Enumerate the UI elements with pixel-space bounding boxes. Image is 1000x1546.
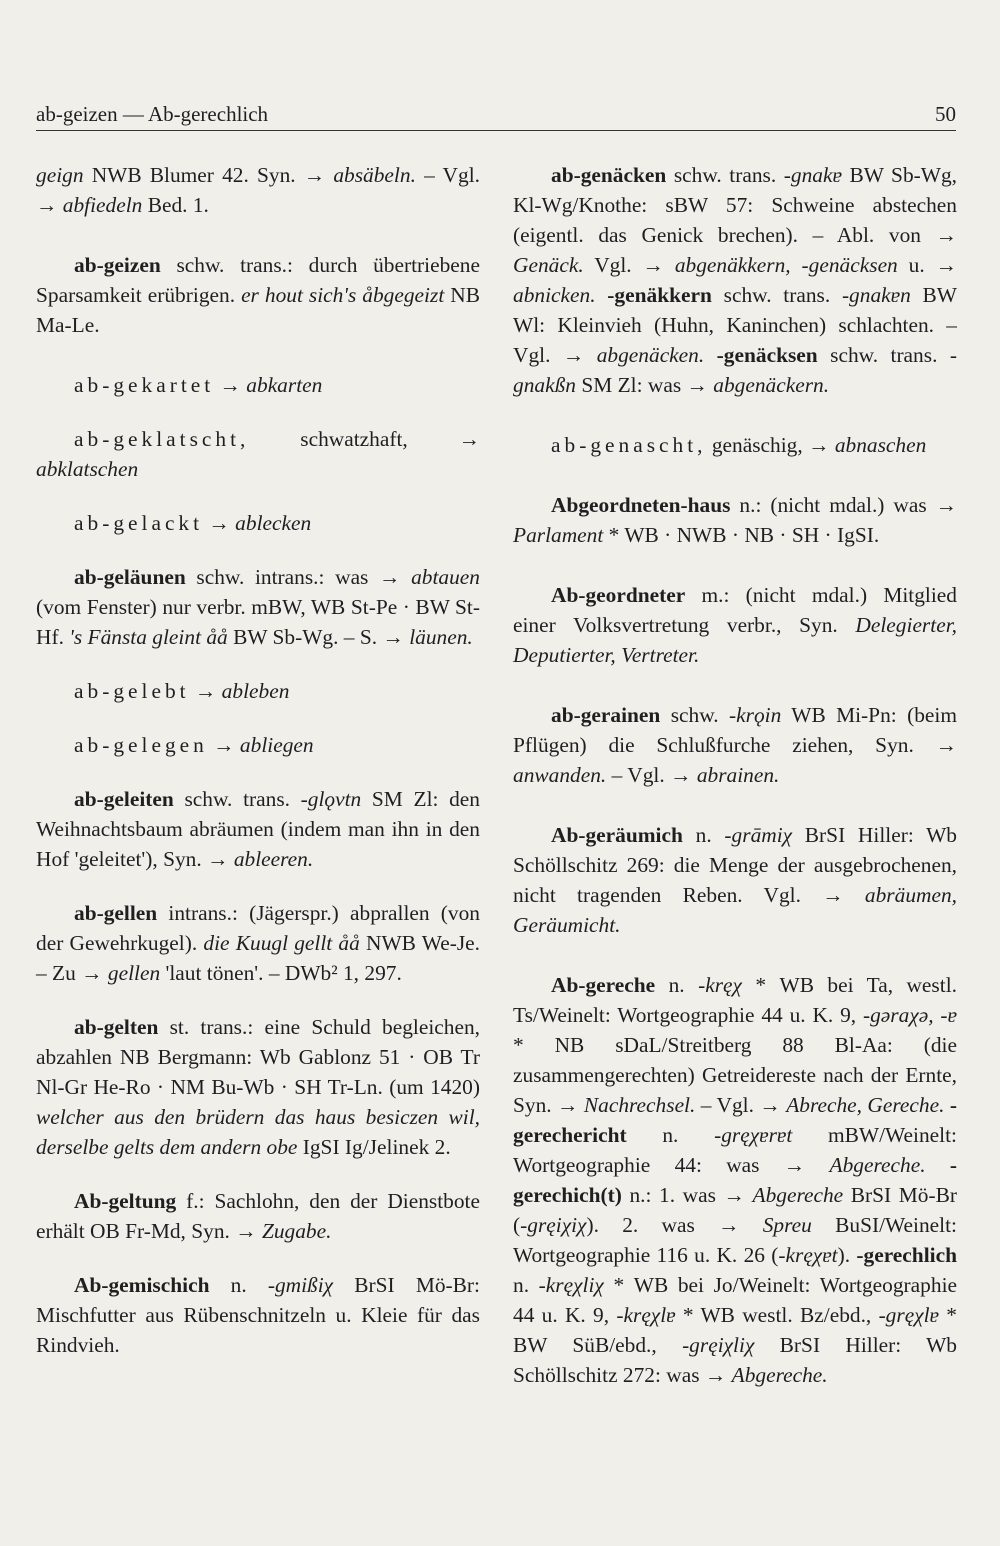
italic-text: -krǫin bbox=[729, 703, 782, 727]
text-run: BW Sb-Wg. – S. → bbox=[227, 625, 410, 649]
italic-text: ableeren. bbox=[233, 847, 314, 871]
italic-text: abrainen. bbox=[696, 763, 780, 787]
italic-text: abgenäcken. bbox=[596, 343, 705, 367]
italic-text: abnicken. bbox=[513, 283, 596, 307]
text-run: BrSI Mö-Br: Mischfutter aus Rübenschnitzeln u. Kleie für das Rindvieh. bbox=[36, 1273, 480, 1357]
italic-text: Abgereche. bbox=[731, 1363, 828, 1387]
text-run: schw. bbox=[660, 703, 729, 727]
text-run: (vom Fenster) nur verbr. mBW, WB St-Pe · BW St-Hf. bbox=[36, 595, 480, 649]
headword: ab-genäcken bbox=[551, 163, 667, 187]
spaced-headword: ab-gelebt bbox=[74, 679, 190, 703]
text-run: u. → bbox=[897, 253, 958, 277]
headword: Ab-geräumich bbox=[551, 823, 683, 847]
right-column bbox=[513, 160, 957, 1420]
text-run: – Vgl. → bbox=[606, 763, 697, 787]
entry-ab-gemischich bbox=[36, 1270, 480, 1360]
entry-ab-genaecken bbox=[513, 160, 957, 400]
headword: Ab-geordneter bbox=[551, 583, 686, 607]
italic-text: abräumen, Geräumicht. bbox=[513, 883, 957, 937]
text-run: Bed. 1. bbox=[142, 193, 209, 217]
text-run: ). 2. was → bbox=[586, 1213, 763, 1237]
italic-text: abfiedeln bbox=[62, 193, 143, 217]
text-run: BW Sb-Wg, Kl-Wg/Knothe: sBW 57: Schweine abstechen (eigentl. das Genick brechen). – Abl. von → bbox=[513, 163, 958, 247]
page-number: 50 bbox=[935, 102, 956, 126]
italic-text: gellen bbox=[107, 961, 161, 985]
spaced-headword: ab-gelackt bbox=[74, 511, 204, 535]
italic-text: absäbeln. bbox=[333, 163, 416, 187]
spaced-headword: ab-gekartet bbox=[74, 373, 215, 397]
running-head: ab-geizen — Ab-gerechlich bbox=[36, 102, 269, 126]
italic-text: er hout sich's åbgegeizt bbox=[241, 283, 445, 307]
entry-ab-gelten bbox=[36, 1012, 480, 1162]
entry-ab-gellen bbox=[36, 898, 480, 988]
entry-ab-gelebt bbox=[36, 676, 480, 706]
left-column bbox=[36, 160, 480, 1384]
italic-text: abliegen bbox=[239, 733, 314, 757]
entry-ab-gereche bbox=[513, 970, 957, 1390]
text-run bbox=[926, 1153, 950, 1177]
text-run: → bbox=[214, 373, 247, 397]
text-run: NB Ma-Le. bbox=[36, 283, 480, 337]
text-run: IgSI Ig/Jelinek 2. bbox=[297, 1135, 451, 1159]
headword: Ab-gereche bbox=[551, 973, 656, 997]
headword: -gerechericht bbox=[513, 1093, 957, 1147]
headword: -genäcksen bbox=[716, 343, 818, 367]
entry-ab-gelegen bbox=[36, 730, 480, 760]
entry-ab-geizen bbox=[36, 250, 480, 340]
italic-text: welcher aus den brüdern das haus besiczen wil, derselbe gelts dem andern obe bbox=[36, 1105, 480, 1159]
text-run bbox=[596, 283, 608, 307]
italic-text: -grāmiχ bbox=[724, 823, 793, 847]
italic-text: ableben bbox=[221, 679, 290, 703]
italic-text: läunen. bbox=[409, 625, 473, 649]
text-run: * WB · NWB · NB · SH · IgSI. bbox=[603, 523, 880, 547]
text-run: * WB bei Jo/Weinelt: Wortgeographie 44 u. K. 9, bbox=[513, 1273, 958, 1327]
text-run: BuSI/Weinelt: Wortgeographie 116 u. K. 26 ( bbox=[513, 1213, 957, 1267]
headword: ab-geizen bbox=[74, 253, 161, 277]
text-run: n.: (nicht mdal.) was → bbox=[730, 493, 957, 517]
text-run: n. bbox=[655, 973, 699, 997]
entry-ab-gekartet bbox=[36, 370, 480, 400]
headword: ab-geleiten bbox=[74, 787, 174, 811]
text-run: n. bbox=[682, 823, 725, 847]
italic-text: -gręiχliχ bbox=[682, 1333, 755, 1357]
entry-ab-geltung bbox=[36, 1186, 480, 1246]
entry-ab-geraeumich bbox=[513, 820, 957, 940]
headword: Ab-geltung bbox=[74, 1189, 177, 1213]
italic-text: -gnakɐn bbox=[841, 283, 911, 307]
text-run: * WB westl. Bz/ebd., bbox=[675, 1303, 879, 1327]
text-run: genäschig, → bbox=[706, 433, 835, 457]
italic-text: ablecken bbox=[235, 511, 312, 535]
italic-text: -kręχliχ bbox=[538, 1273, 604, 1297]
entry-ab-gerainen bbox=[513, 700, 957, 790]
headword: ab-gerainen bbox=[551, 703, 661, 727]
text-run: n. bbox=[209, 1273, 268, 1297]
headword: -gerechlich bbox=[856, 1243, 957, 1267]
text-run: n.: 1. was → bbox=[621, 1183, 753, 1207]
text-run: SM Zl: was → bbox=[575, 373, 714, 397]
headword: -genäkkern bbox=[607, 283, 712, 307]
text-run: n. bbox=[513, 1273, 539, 1297]
italic-text: -gnakßn bbox=[513, 343, 957, 397]
text-run: – Vgl. → bbox=[36, 163, 480, 217]
text-run: mBW/Weinelt: Wortgeographie 44: was → bbox=[513, 1123, 957, 1177]
spaced-headword: ab-geklatscht, bbox=[74, 427, 250, 451]
text-run: BrSI Hiller: Wb Schöllschitz 272: was → bbox=[513, 1333, 957, 1387]
italic-text: Abgereche. bbox=[829, 1153, 926, 1177]
italic-text: -kręχ bbox=[698, 973, 742, 997]
text-run: schw. trans. bbox=[711, 283, 842, 307]
italic-text: -gəraχə, -ɐ bbox=[862, 1003, 957, 1027]
italic-text: -gręiχiχ bbox=[520, 1213, 587, 1237]
headword: ab-geläunen bbox=[74, 565, 186, 589]
entry-ab-geklatscht bbox=[36, 424, 480, 484]
italic-text: abgenäkkern, -genäcksen bbox=[674, 253, 898, 277]
italic-text: -glǫvtn bbox=[300, 787, 362, 811]
text-run: NWB We-Je. – Zu → bbox=[36, 931, 480, 985]
headword: -gerechich(t) bbox=[513, 1153, 957, 1207]
text-run: schw. trans. bbox=[817, 343, 950, 367]
italic-text: 's Fänsta gleint åå bbox=[69, 625, 228, 649]
text-run: schwatzhaft, → bbox=[249, 427, 480, 451]
text-run: NWB Blumer 42. Syn. → bbox=[83, 163, 334, 187]
text-run: f.: Sachlohn, den der Dienstbote erhält OB Fr-Md, Syn. → bbox=[36, 1189, 480, 1243]
text-run: → bbox=[189, 679, 222, 703]
spaced-headword: ab-genascht, bbox=[551, 433, 707, 457]
italic-text: abklatschen bbox=[36, 457, 139, 481]
text-run: SM Zl: den Weihnachtsbaum abräumen (indem man ihn in den Hof 'geleitet'), Syn. → bbox=[36, 787, 480, 871]
italic-text: Parlament bbox=[513, 523, 604, 547]
text-run: intrans.: (Jägerspr.) abprallen (von der Gewehrkugel). bbox=[36, 901, 480, 955]
italic-text: Abreche, Gereche. bbox=[786, 1093, 945, 1117]
spaced-headword: ab-gelegen bbox=[74, 733, 208, 757]
italic-text: Nachrechsel. bbox=[583, 1093, 696, 1117]
text-run: ). bbox=[837, 1243, 857, 1267]
text-run: 'laut tönen'. – DWb² 1, 297. bbox=[160, 961, 402, 985]
headword: Abgeordneten-haus bbox=[551, 493, 731, 517]
text-run: → bbox=[207, 733, 240, 757]
italic-text: -gręχlɐ bbox=[878, 1303, 940, 1327]
italic-text: -kręχlɐ bbox=[616, 1303, 676, 1327]
text-run: schw. trans.: durch übertriebene Sparsamkeit erübrigen. bbox=[36, 253, 480, 307]
entry-ab-geleiten bbox=[36, 784, 480, 874]
text-run: * WB bei Ta, westl. Ts/Weinelt: Wortgeographie 44 u. K. 9, bbox=[513, 973, 957, 1027]
entry-ab-geordneter bbox=[513, 580, 957, 670]
italic-text: Abgereche bbox=[752, 1183, 844, 1207]
text-run bbox=[704, 343, 716, 367]
entry-ab-genascht bbox=[513, 430, 957, 460]
italic-text: abgenäckern. bbox=[713, 373, 830, 397]
italic-text: abnaschen bbox=[834, 433, 927, 457]
italic-text: -kręχɐt bbox=[778, 1243, 838, 1267]
text-run: → bbox=[203, 511, 236, 535]
italic-text: Delegierter, Deputierter, Vertreter. bbox=[513, 613, 957, 667]
entry-abgeordneten-haus bbox=[513, 490, 957, 550]
text-run: – Vgl. → bbox=[695, 1093, 787, 1117]
italic-text: -gnakɐ bbox=[783, 163, 842, 187]
text-run: st. trans.: eine Schuld begleichen, abzahlen NB Bergmann: Wb Gablonz 51 · OB Tr Nl-Gr He-Ro · NM Bu-Wb · SH Tr-Ln. (um 1420) bbox=[36, 1015, 480, 1099]
italic-text: abtauen bbox=[411, 565, 480, 589]
text-run: schw. intrans.: was → bbox=[185, 565, 412, 589]
text-run: WB Mi-Pn: (beim Pflügen) die Schlußfurche ziehen, Syn. → bbox=[513, 703, 957, 757]
text-run: m.: (nicht mdal.) Mitglied einer Volksvertretung verbr., Syn. bbox=[513, 583, 957, 637]
italic-text: Genäck. bbox=[513, 253, 584, 277]
text-run: BrSI Hiller: Wb Schöllschitz 269: die Menge der ausgebrochenen, nicht tragenden Reben. Vgl. → bbox=[513, 823, 957, 907]
text-run: Vgl. → bbox=[583, 253, 675, 277]
italic-text: anwanden. bbox=[513, 763, 607, 787]
text-run: * NB sDaL/Streitberg 88 Bl-Aa: (die zusammengerechten) Getreidereste nach der Ernte, Syn. → bbox=[513, 1033, 957, 1117]
text-run: n. bbox=[626, 1123, 715, 1147]
italic-text: Zugabe. bbox=[261, 1219, 332, 1243]
headword: ab-gelten bbox=[74, 1015, 159, 1039]
italic-text: geign bbox=[36, 163, 84, 187]
italic-text: die Kuugl gellt åå bbox=[203, 931, 360, 955]
italic-text: abkarten bbox=[246, 373, 323, 397]
text-run: BW Wl: Kleinvieh (Huhn, Kaninchen) schlachten. – Vgl. → bbox=[513, 283, 957, 367]
headword: ab-gellen bbox=[74, 901, 158, 925]
text-run: schw. trans. bbox=[173, 787, 301, 811]
text-run: schw. trans. bbox=[666, 163, 784, 187]
entry-geign-continuation bbox=[36, 160, 480, 220]
italic-text: -gręχɐrɐt bbox=[714, 1123, 793, 1147]
text-run: * BW SüB/ebd., bbox=[513, 1303, 957, 1357]
entry-ab-gelackt bbox=[36, 508, 480, 538]
page-header bbox=[36, 100, 956, 131]
entry-ab-gelaeunen bbox=[36, 562, 480, 652]
text-run: BrSI Mö-Br ( bbox=[513, 1183, 957, 1237]
headword: Ab-gemischich bbox=[74, 1273, 210, 1297]
italic-text: -gmißiχ bbox=[267, 1273, 334, 1297]
italic-text: Spreu bbox=[762, 1213, 812, 1237]
